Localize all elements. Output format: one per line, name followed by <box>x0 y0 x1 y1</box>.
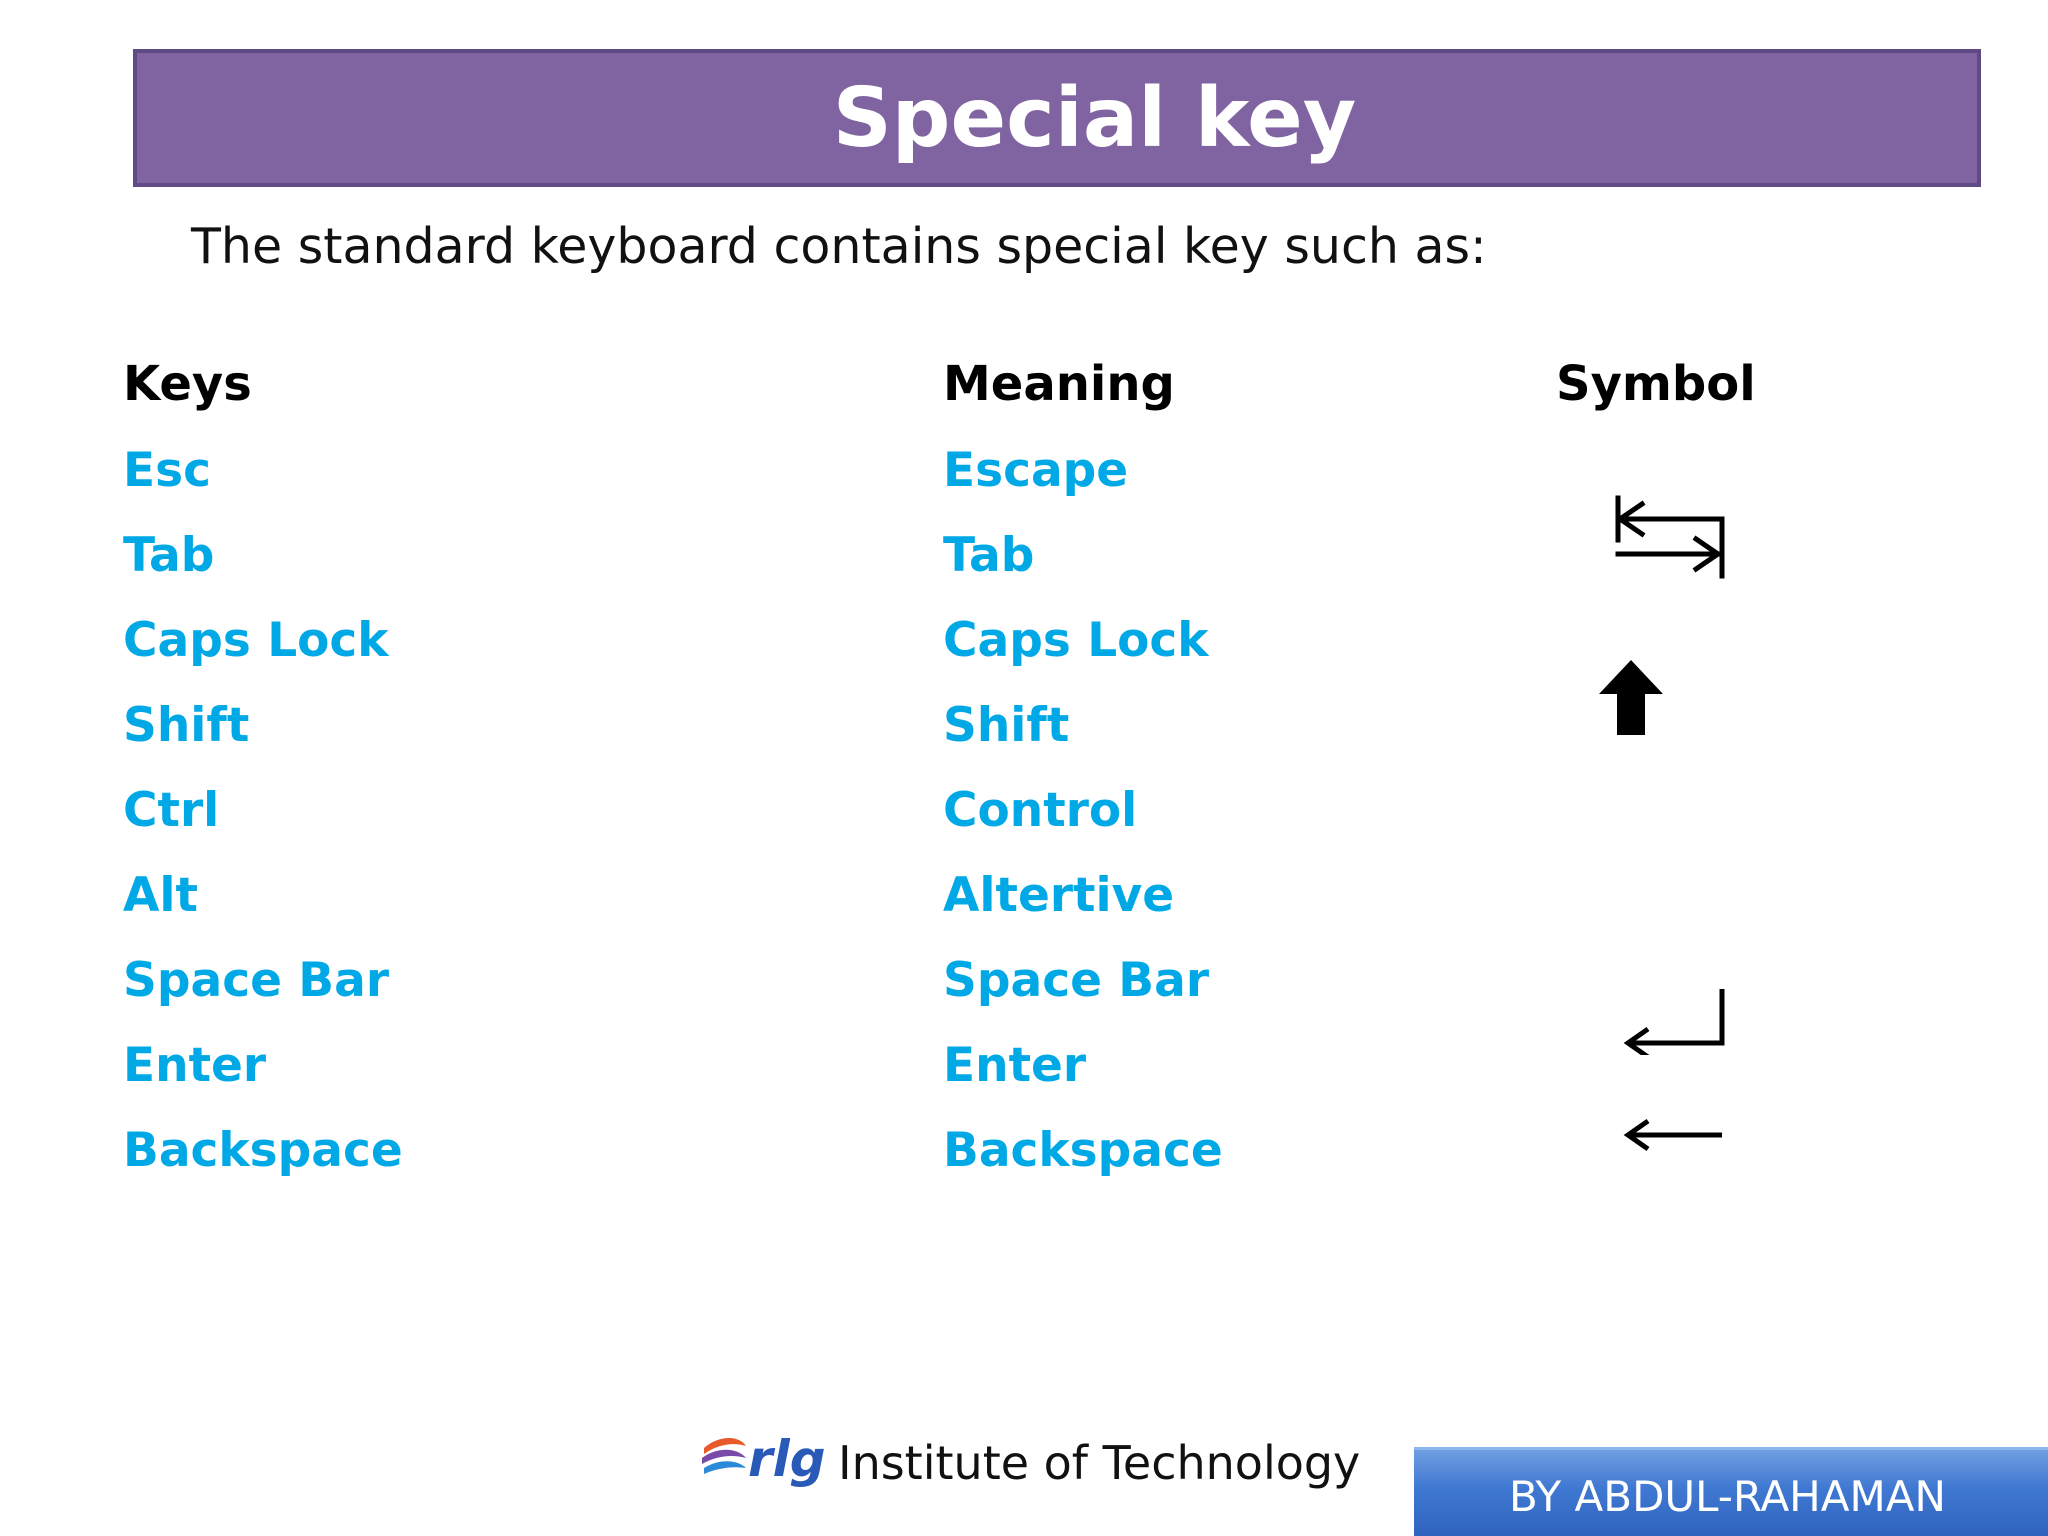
title-banner <box>133 49 1981 187</box>
key-cell: Ctrl <box>123 783 220 838</box>
enter-arrow-icon <box>1618 985 1728 1055</box>
key-cell: Alt <box>123 868 198 923</box>
logo-text: rlg <box>748 1430 826 1488</box>
institute-name: Institute of Technology <box>838 1436 1361 1490</box>
meaning-cell: Enter <box>943 1038 1087 1093</box>
key-cell: Esc <box>123 443 211 498</box>
meaning-cell: Altertive <box>943 868 1175 923</box>
institute-logo <box>700 1428 830 1488</box>
meaning-cell: Shift <box>943 698 1070 753</box>
meaning-cell: Space Bar <box>943 953 1210 1008</box>
left-arrow-icon <box>1618 1115 1728 1155</box>
key-cell: Space Bar <box>123 953 390 1008</box>
key-cell: Caps Lock <box>123 613 389 668</box>
meaning-cell: Caps Lock <box>943 613 1209 668</box>
key-cell: Enter <box>123 1038 267 1093</box>
key-cell: Tab <box>123 528 215 583</box>
up-arrow-icon <box>1596 658 1666 738</box>
key-cell: Shift <box>123 698 250 753</box>
slide-title: Special key <box>832 70 1357 166</box>
author-name: BY ABDUL-RAHAMAN <box>1509 1472 1946 1521</box>
key-cell: Backspace <box>123 1123 403 1178</box>
header-meaning: Meaning <box>943 356 1175 412</box>
meaning-cell: Control <box>943 783 1138 838</box>
meaning-cell: Escape <box>943 443 1129 498</box>
meaning-cell: Backspace <box>943 1123 1223 1178</box>
header-symbol: Symbol <box>1556 356 1756 412</box>
meaning-cell: Tab <box>943 528 1035 583</box>
slide-subtitle: The standard keyboard contains special key such as: <box>191 218 1487 275</box>
author-banner <box>1414 1447 2048 1536</box>
header-keys: Keys <box>123 356 252 412</box>
tab-arrows-icon <box>1610 490 1730 585</box>
